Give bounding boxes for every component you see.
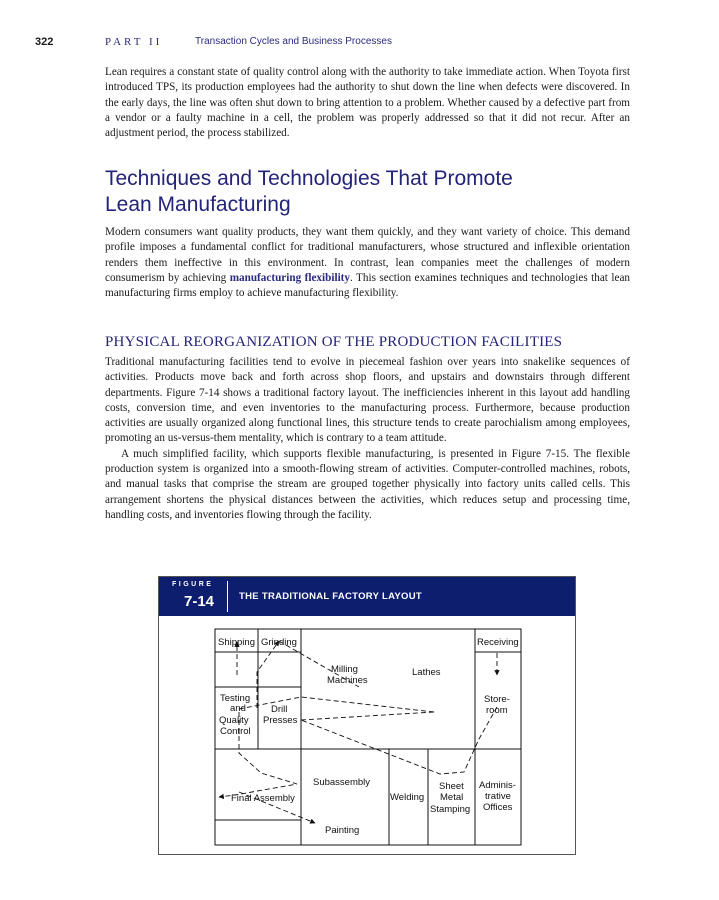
area-testing-3: Quality (219, 715, 249, 726)
area-lathes: Lathes (412, 667, 441, 678)
figure-number: 7-14 (184, 593, 215, 610)
area-welding: Welding (390, 792, 425, 803)
area-milling-2: Machines (327, 675, 368, 686)
area-testing-1: Testing (220, 693, 251, 704)
area-final-assembly: Final Assembly (231, 793, 295, 804)
area-storeroom-1: Store- (484, 694, 510, 705)
key-term: manufacturing flexibility (229, 271, 351, 284)
section-para-before: Modern consumers want quality products, they want them quickly, and they want variety of choice. This demand profile imposes a fundamental conflict for traditional manufacturers, whose structured and inflexible orientation renders them ineffective in this environment. In contrast, lean companies meet the challenges of modern consumerism by achieving (105, 226, 630, 284)
area-admin-2: trative (485, 791, 511, 802)
area-testing-4: Control (220, 726, 251, 737)
area-sheet-2: Metal (440, 792, 464, 803)
subsection-heading: PHYSICAL REORGANIZATION OF THE PRODUCTION FACILITIES (105, 334, 563, 350)
section-paragraph (105, 225, 630, 301)
figure-7-14 (158, 576, 576, 855)
part-label: PART II (105, 36, 163, 48)
running-title: Transaction Cycles and Business Processes (195, 36, 392, 47)
subsection-paragraph-2: A much simplified facility, which supports flexible manufacturing, is presented in Figure 7-15. The flexible production system is organized into a smooth-flowing stream of activities. Computer-controlled machines, robots, and manual tasks that comprise the stream are grouped together physically into factory units called cells. This arrangement shortens the physical distances between the activities, which reduces setup and processing time, handling costs, and inventories flowing through the facility. (105, 447, 630, 521)
internal-walls (215, 629, 521, 845)
figure-word: FIGURE (172, 581, 214, 588)
area-admin-3: Offices (483, 802, 513, 813)
intro-text (105, 65, 630, 141)
area-drill-2: Presses (263, 715, 298, 726)
area-painting: Painting (325, 825, 360, 836)
section-text (105, 225, 630, 301)
area-receiving: Receiving (477, 637, 519, 648)
area-shipping: Shipping (218, 637, 255, 648)
area-subassembly: Subassembly (313, 777, 371, 788)
area-admin-1: Adminis- (479, 780, 516, 791)
section-heading-line2: Lean Manufacturing (105, 193, 291, 216)
area-milling-1: Milling (331, 664, 358, 675)
subsection-text (105, 355, 630, 523)
intro-paragraph: Lean requires a constant state of quality control along with the authority to take immediate action. When Toyota first introduced TPS, its production employees had the authority to shut down the line when defects were discovered. In the early days, the line was often shut down to bring attention to a problem. Whether caused by a defective part from a vendor or a faulty machine in a cell, the problem was properly addressed so that it did not recur. After an adjustment period, the process stabilized. (105, 66, 630, 140)
section-para-after: . This section examines techniques and technologies that lean manufacturing firms employ to achieve manufacturing flexibility. (105, 271, 630, 300)
area-storeroom-2: room (486, 705, 508, 716)
factory-layout-diagram (159, 577, 575, 854)
area-drill-1: Drill (271, 704, 288, 715)
page-number: 322 (35, 36, 54, 48)
section-heading-line1: Techniques and Technologies That Promote (105, 167, 513, 190)
area-sheet-3: Stamping (430, 804, 471, 815)
area-sheet-1: Sheet (439, 781, 464, 792)
running-header (35, 36, 675, 52)
area-grinding: Grinding (261, 637, 297, 648)
section-heading (105, 166, 645, 218)
figure-title: THE TRADITIONAL FACTORY LAYOUT (239, 591, 423, 602)
subsection-paragraph-1: Traditional manufacturing facilities tend to evolve in piecemeal fashion over years into snakelike sequences of activities. Products move back and forth across shop floors, and upstairs and downstairs through different departments. Figure 7-14 shows a traditional factory layout. The inefficiencies inherent in this layout add handling costs, conversion time, and even inventories to the manufacturing process. Furthermore, because production activities are usually organized along functional lines, this structure tends to create parochialism among employees, promoting an us-versus-them mentality, which is contrary to a team attitude. (105, 356, 630, 445)
area-testing-2: and (230, 703, 246, 714)
